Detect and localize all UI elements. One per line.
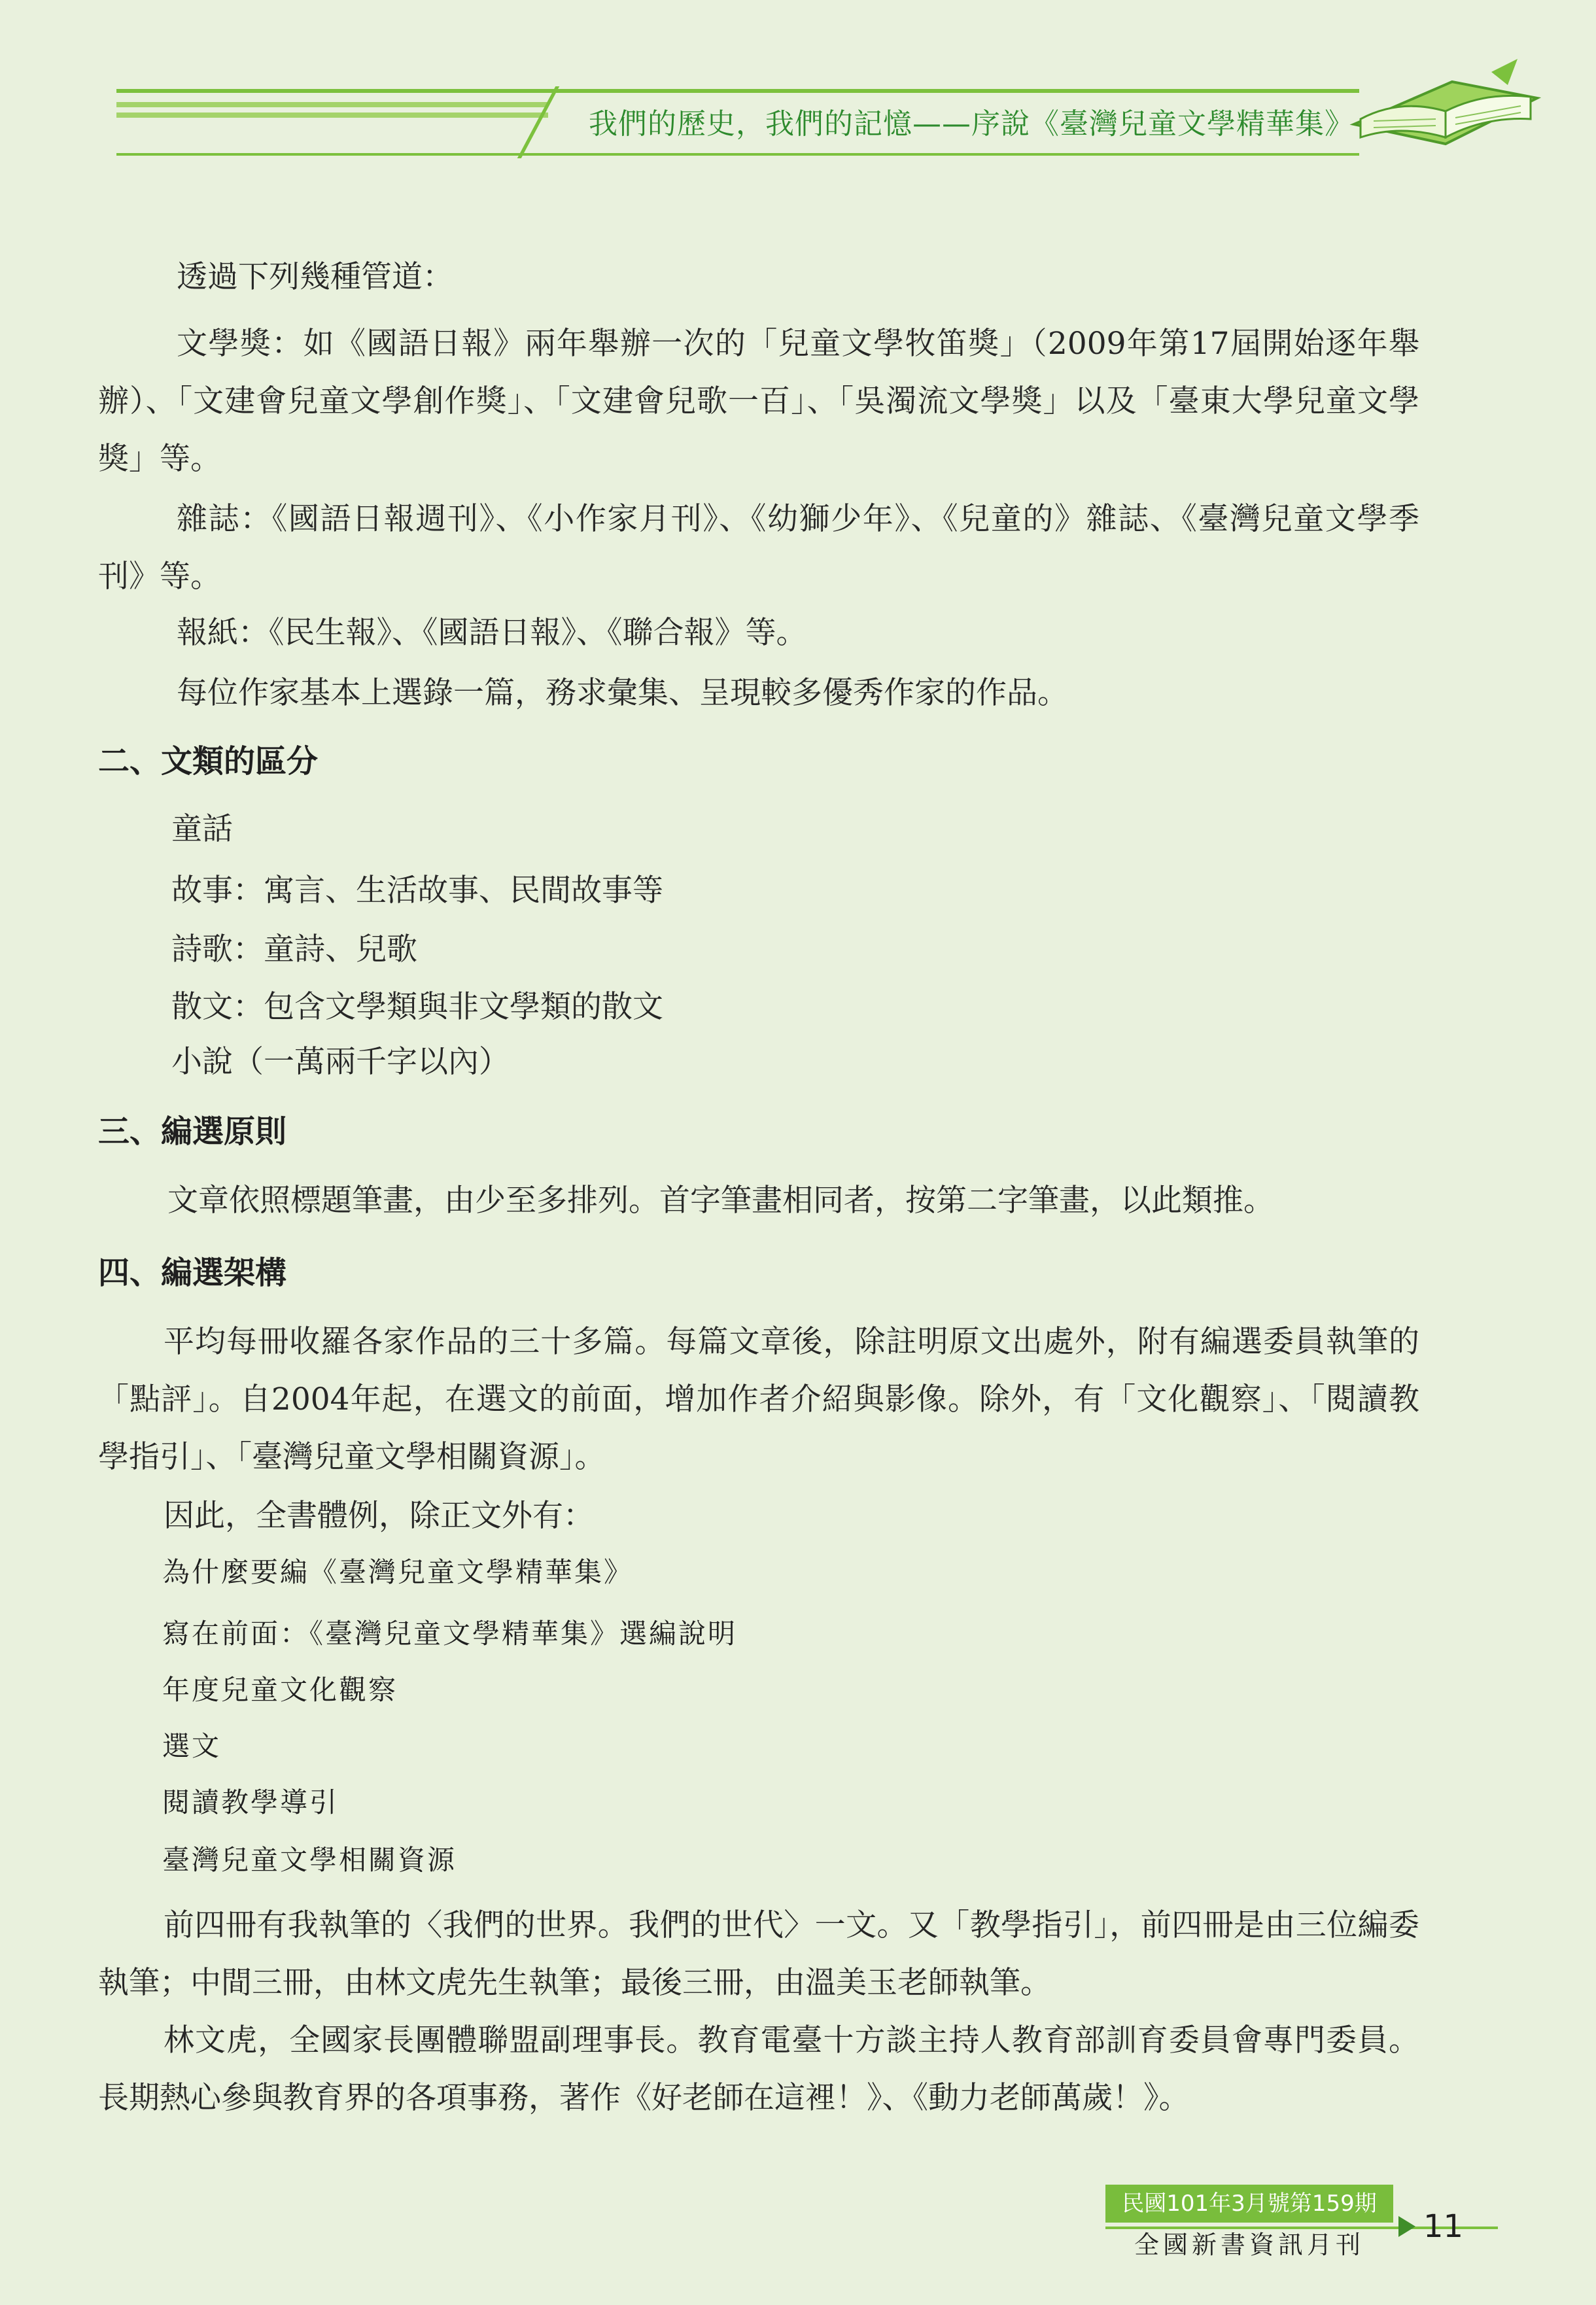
structure-item: 為什麼要編《臺灣兒童文學精華集》 [162,1556,634,1588]
award-paragraph: 文學獎：如《國語日報》兩年舉辦一次的「兒童文學牧笛獎」（2009年第17屆開始逐年舉辦）、「文建會兒童文學創作獎」、「文建會兒歌一百」、「吳濁流文學獎」以及「臺東大學兒童文學獎」等。 [98,326,1419,477]
intro-line: 透過下列幾種管道： [177,259,453,295]
list-item: 詩歌：童詩、兒歌 [171,931,417,967]
page-number: 11 [1423,2208,1464,2245]
structure-paragraph: 平均每冊收羅各家作品的三十多篇。每篇文章後，除註明原文出處外，附有編選委員執筆的「點評」。自2004年起，在選文的前面，增加作者介紹與影像。除外，有「文化觀察」、「閱讀教學指引」、「臺灣兒童文學相關資源」。 [98,1324,1419,1475]
structure-item: 臺灣兒童文學相關資源 [162,1844,457,1876]
structure-item: 年度兒童文化觀察 [162,1674,398,1706]
author-bio: 林文虎，全國家長團體聯盟副理事長。教育電臺十方談主持人教育部訓育委員會專門委員。長期熱心參與教育界的各項事務，著作《好老師在這裡！》、《動力老師萬歲！》。 [98,2022,1419,2116]
section-heading-principles: 三、編選原則 [98,1113,287,1150]
footer-publication: 全國新書資訊月刊 [1134,2230,1364,2259]
header-title: 我們的歷史，我們的記憶——序說《臺灣兒童文學精華集》 [589,107,1354,141]
structure-item: 寫在前面：《臺灣兒童文學精華集》選編說明 [162,1618,738,1650]
structure-item: 選文 [162,1730,222,1762]
structure-intro: 因此，全書體例，除正文外有： [164,1498,594,1534]
page-header [0,0,1596,170]
triangle-right-icon [1398,2216,1415,2237]
magazine-paragraph: 雜誌：《國語日報週刊》、《小作家月刊》、《幼獅少年》、《兒童的》雜誌、《臺灣兒童文學季刊》等。 [98,501,1419,595]
closing-paragraph: 前四冊有我執筆的〈我們的世界。我們的世代〉一文。又「教學指引」，前四冊是由三位編委執筆；中間三冊，由林文虎先生執筆；最後三冊，由溫美玉老師執筆。 [98,1907,1419,2001]
footer-issue: 民國101年3月號第159期 [1105,2185,1393,2223]
list-item: 故事：寓言、生活故事、民間故事等 [171,873,663,909]
open-book-icon [1347,46,1544,164]
list-item: 童話 [171,811,233,847]
selection-paragraph: 每位作家基本上選錄一篇，務求彙集、呈現較多優秀作家的作品。 [177,675,1068,711]
section-heading-genres: 二、文類的區分 [98,743,319,780]
list-item: 散文：包含文學類與非文學類的散文 [171,989,663,1025]
structure-item: 閱讀教學導引 [162,1786,339,1818]
footer-issue-box [1105,2185,1393,2266]
section-heading-structure: 四、編選架構 [98,1255,287,1291]
newspaper-paragraph: 報紙：《民生報》、《國語日報》、《聯合報》等。 [177,615,807,651]
principles-paragraph: 文章依照標題筆畫，由少至多排列。首字筆畫相同者，按第二字筆畫，以此類推。 [167,1183,1274,1219]
list-item: 小說（一萬兩千字以內） [171,1044,510,1080]
